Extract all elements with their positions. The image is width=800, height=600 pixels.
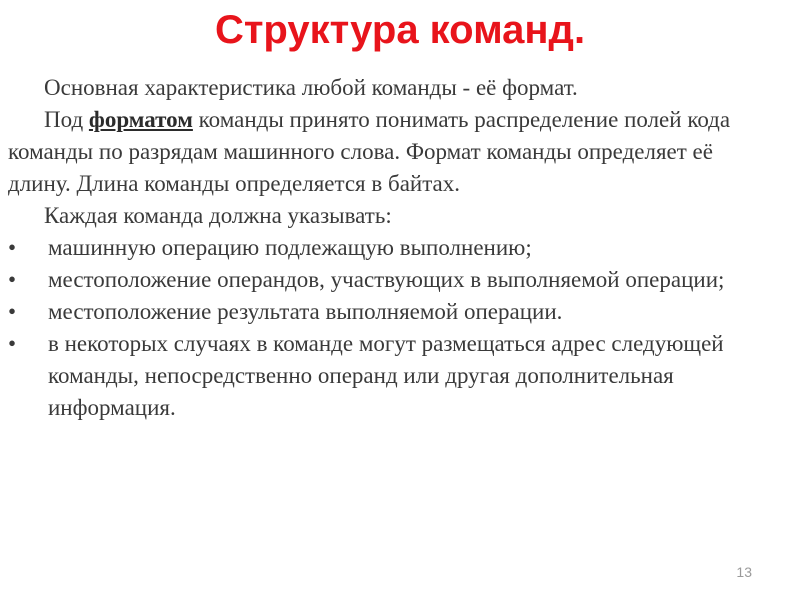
format-description: команды принято понимать распределение полей кода команды по разрядам машинного слова. Формат команды определяет её длину. Длина команды определяется в байтах.: [8, 107, 731, 196]
list-intro: Каждая команда должна указывать:: [44, 203, 392, 228]
slide-body: [8, 72, 753, 424]
list-item: [8, 328, 753, 424]
bullet-icon: •: [8, 267, 17, 292]
list-item: [8, 296, 753, 328]
bullet-icon: •: [8, 299, 17, 324]
slide-title: Структура команд.: [214, 8, 586, 52]
list-item-text: в некоторых случаях в команде могут размещаться адрес следующей команды, непосредственно операнд или другая дополнительная информация.: [48, 331, 724, 420]
requirements-list: [8, 232, 753, 424]
intro-paragraph: Основная характеристика любой команды - её формат.: [44, 75, 578, 100]
list-item-text: местоположение результата выполняемой операции.: [48, 299, 563, 324]
format-prefix: Под: [44, 107, 89, 132]
list-item: [8, 264, 753, 296]
list-item-text: машинную операцию подлежащую выполнению;: [48, 235, 532, 260]
list-item-text: местоположение операндов, участвующих в выполняемой операции;: [48, 267, 725, 292]
format-paragraph: [8, 104, 753, 200]
list-item: [8, 232, 753, 264]
format-term: форматом: [88, 107, 193, 132]
bullet-icon: •: [8, 235, 17, 260]
bullet-icon: •: [8, 331, 17, 356]
page-number: 13: [736, 564, 752, 580]
